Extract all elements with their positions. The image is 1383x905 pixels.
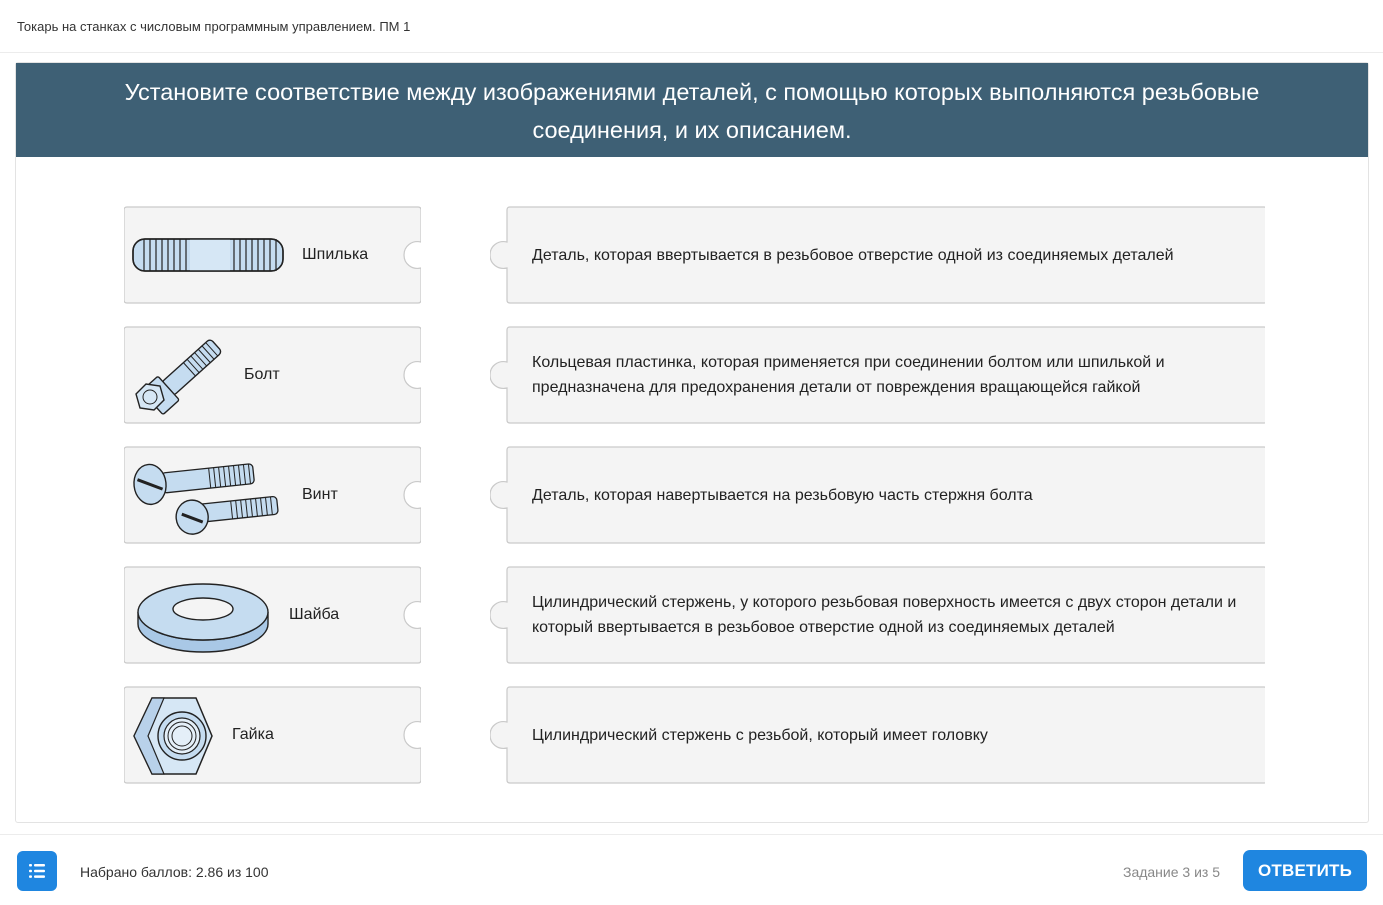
top-bar: [0, 0, 1383, 53]
item-label: Шайба: [289, 606, 340, 623]
description-text: Деталь, которая навертывается на резьбовую часть стержня болта: [532, 486, 1033, 504]
description-text: Цилиндрический стержень, у которого резьбовая поверхность имеется с двух сторон детали и который ввертывается в резьбовое отверстие одной из соединяемых деталей: [532, 594, 1237, 636]
question-card: [15, 62, 1369, 823]
match-target-5[interactable]: [490, 686, 1265, 784]
screw-icon: [132, 458, 284, 538]
stud-icon: [130, 234, 286, 276]
description-text: Кольцевая пластинка, которая применяется при соединении болтом или шпилькой и предназначена для предохранения детали от повреждения вращающейся гайкой: [532, 354, 1165, 396]
match-target-4[interactable]: [490, 566, 1265, 664]
item-label: Гайка: [232, 726, 274, 743]
match-item-screw[interactable]: [124, 446, 421, 544]
footer-bar: [0, 834, 1383, 905]
item-label: Шпилька: [302, 246, 369, 263]
item-label: Болт: [244, 366, 280, 383]
description-text: Деталь, которая ввертывается в резьбовое отверстие одной из соединяемых деталей: [532, 246, 1174, 264]
score-text: Набрано баллов: 2.86 из 100: [80, 864, 269, 880]
list-icon: [17, 851, 57, 891]
bolt-icon: [132, 334, 232, 418]
match-target-3[interactable]: [490, 446, 1265, 544]
match-item-bolt[interactable]: [124, 326, 421, 424]
question-text: Установите соответствие между изображениями деталей, с помощью которых выполняются резьбовые соединения, и их описанием.: [16, 63, 1368, 157]
nut-icon: [130, 696, 214, 776]
course-title: Токарь на станках с числовым программным управлением. ПМ 1: [17, 19, 411, 34]
match-target-1[interactable]: [490, 206, 1265, 304]
match-item-washer[interactable]: [124, 566, 421, 664]
answer-button[interactable]: ОТВЕТИТЬ: [1243, 850, 1367, 891]
match-target-2[interactable]: [490, 326, 1265, 424]
match-item-nut[interactable]: [124, 686, 421, 784]
description-text: Цилиндрический стержень с резьбой, который имеет головку: [532, 726, 988, 744]
item-label: Винт: [302, 486, 338, 503]
washer-icon: [134, 576, 272, 654]
task-counter: Задание 3 из 5: [1122, 864, 1220, 880]
task-list-button[interactable]: [17, 851, 57, 891]
match-item-stud[interactable]: [124, 206, 421, 304]
